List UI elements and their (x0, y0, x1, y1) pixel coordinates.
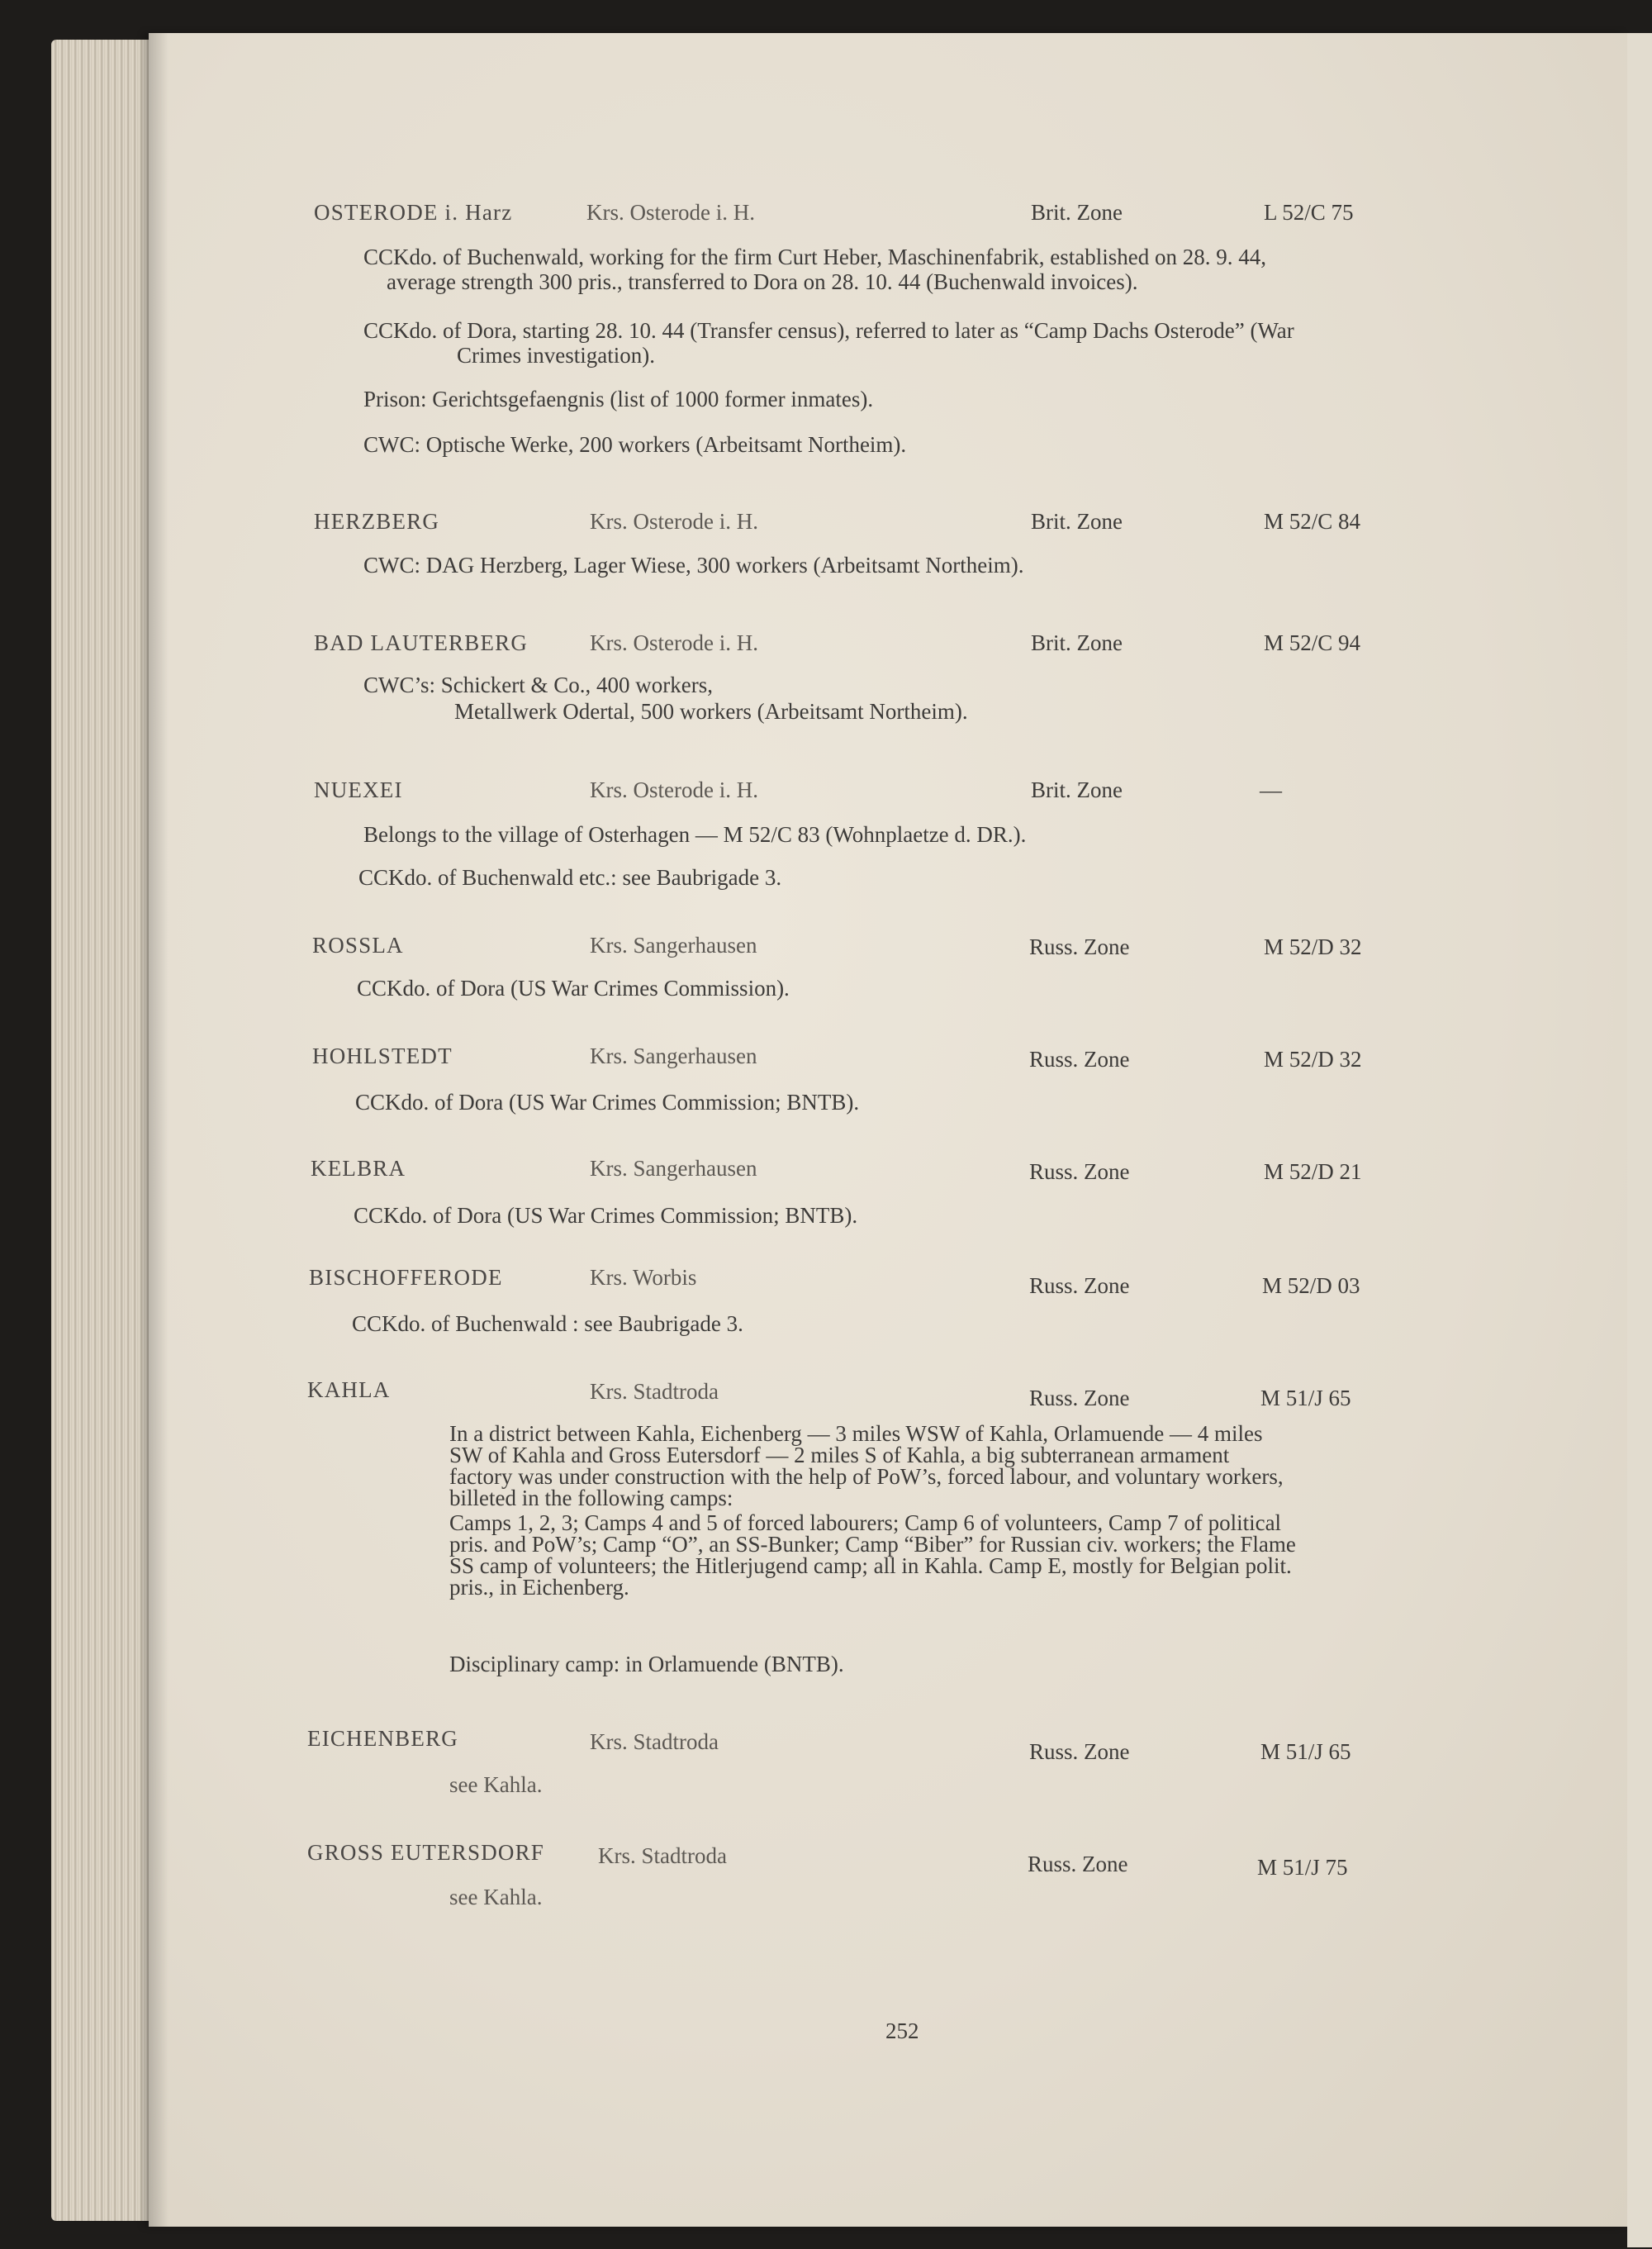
note-line: CCKdo. of Dora (US War Crimes Commission). (357, 976, 790, 1001)
zone: Russ. Zone (1029, 1273, 1130, 1298)
note-line: CWC’s: Schickert & Co., 400 workers, (363, 673, 713, 697)
note-line: CWC: DAG Herzberg, Lager Wiese, 300 workers (Arbeitsamt Northeim). (363, 553, 1024, 578)
map-ref: M 51/J 65 (1260, 1739, 1351, 1764)
note-line: CCKdo. of Buchenwald, working for the firm Curt Heber, Maschinenfabrik, established on 28. 9. 44, (363, 245, 1266, 269)
note-line: average strength 300 pris., transferred to Dora on 28. 10. 44 (Buchenwald invoices). (387, 269, 1138, 294)
note-line: see Kahla. (449, 1885, 543, 1909)
zone: Brit. Zone (1031, 630, 1123, 655)
note-line: SW of Kahla and Gross Eutersdorf — 2 miles S of Kahla, a big subterranean armament (449, 1443, 1230, 1467)
zone: Russ. Zone (1029, 1047, 1130, 1072)
note-line: CCKdo. of Dora (US War Crimes Commission; BNTB). (355, 1090, 860, 1115)
map-ref: M 52/D 32 (1264, 1047, 1362, 1072)
place-name: GROSS EUTERSDORF (307, 1840, 545, 1865)
note-line: CCKdo. of Buchenwald etc.: see Baubrigade 3. (358, 865, 782, 890)
district: Krs. Osterode i. H. (590, 630, 758, 655)
note-line: CWC: Optische Werke, 200 workers (Arbeitsamt Northeim). (363, 432, 907, 457)
place-name: HERZBERG (314, 509, 440, 534)
map-ref: M 52/C 84 (1264, 509, 1361, 534)
zone: Russ. Zone (1029, 934, 1130, 959)
place-name: EICHENBERG (307, 1726, 458, 1751)
place-name: OSTERODE i. Harz (314, 200, 513, 225)
map-ref: M 52/D 32 (1264, 934, 1362, 959)
map-ref: — (1260, 777, 1282, 802)
district: Krs. Stadtroda (590, 1379, 719, 1404)
zone: Russ. Zone (1028, 1852, 1128, 1876)
place-name: HOHLSTEDT (312, 1044, 453, 1068)
place-name: ROSSLA (312, 933, 404, 958)
district: Krs. Stadtroda (598, 1843, 727, 1868)
district: Krs. Sangerhausen (590, 1044, 757, 1068)
note-line: SS camp of volunteers; the Hitlerjugend camp; all in Kahla. Camp E, mostly for Belgian polit. (449, 1553, 1292, 1578)
note-line: Disciplinary camp: in Orlamuende (BNTB). (449, 1652, 844, 1676)
map-ref: M 52/D 21 (1264, 1159, 1362, 1184)
zone: Brit. Zone (1031, 200, 1123, 225)
note-line: CCKdo. of Dora, starting 28. 10. 44 (Transfer census), referred to later as “Camp Dachs Osterode” (War (363, 318, 1294, 343)
zone: Brit. Zone (1031, 777, 1123, 802)
note-line: Belongs to the village of Osterhagen — M 52/C 83 (Wohnplaetze d. DR.). (363, 822, 1027, 847)
district: Krs. Osterode i. H. (590, 777, 758, 802)
note-line: In a district between Kahla, Eichenberg — 3 miles WSW of Kahla, Orlamuende — 4 miles (449, 1421, 1263, 1446)
note-line: CCKdo. of Dora (US War Crimes Commission; BNTB). (354, 1203, 858, 1228)
district: Krs. Osterode i. H. (590, 509, 758, 534)
place-name: KELBRA (311, 1156, 406, 1181)
note-line: Camps 1, 2, 3; Camps 4 and 5 of forced labourers; Camp 6 of volunteers, Camp 7 of political (449, 1510, 1282, 1535)
zone: Russ. Zone (1029, 1159, 1130, 1184)
page-number: 252 (885, 2018, 919, 2043)
map-ref: M 52/D 03 (1262, 1273, 1360, 1298)
zone: Russ. Zone (1029, 1386, 1130, 1410)
note-line: Metallwerk Odertal, 500 workers (Arbeitsamt Northeim). (454, 699, 968, 724)
note-line: Prison: Gerichtsgefaengnis (list of 1000 former inmates). (363, 387, 874, 411)
map-ref: M 52/C 94 (1264, 630, 1361, 655)
map-ref: M 51/J 65 (1260, 1386, 1351, 1410)
note-line: billeted in the following camps: (449, 1486, 733, 1510)
district: Krs. Sangerhausen (590, 933, 757, 958)
note-line: Crimes investigation). (457, 343, 655, 368)
note-line: factory was under construction with the help of PoW’s, forced labour, and voluntary workers, (449, 1464, 1284, 1489)
note-line: see Kahla. (449, 1772, 543, 1797)
note-line: pris., in Eichenberg. (449, 1575, 629, 1600)
place-name: NUEXEI (314, 777, 403, 802)
district: Krs. Osterode i. H. (586, 200, 755, 225)
place-name: KAHLA (307, 1377, 391, 1402)
place-name: BAD LAUTERBERG (314, 630, 529, 655)
map-ref: M 51/J 75 (1257, 1855, 1348, 1880)
place-name: BISCHOFFERODE (309, 1265, 503, 1290)
map-ref: L 52/C 75 (1264, 200, 1354, 225)
district: Krs. Stadtroda (590, 1729, 719, 1754)
note-line: pris. and PoW’s; Camp “O”, an SS-Bunker; Camp “Biber” for Russian civ. workers; the Flame (449, 1532, 1296, 1557)
district: Krs. Sangerhausen (590, 1156, 757, 1181)
note-line: CCKdo. of Buchenwald : see Baubrigade 3. (352, 1311, 743, 1336)
district: Krs. Worbis (590, 1265, 697, 1290)
zone: Russ. Zone (1029, 1739, 1130, 1764)
zone: Brit. Zone (1031, 509, 1123, 534)
